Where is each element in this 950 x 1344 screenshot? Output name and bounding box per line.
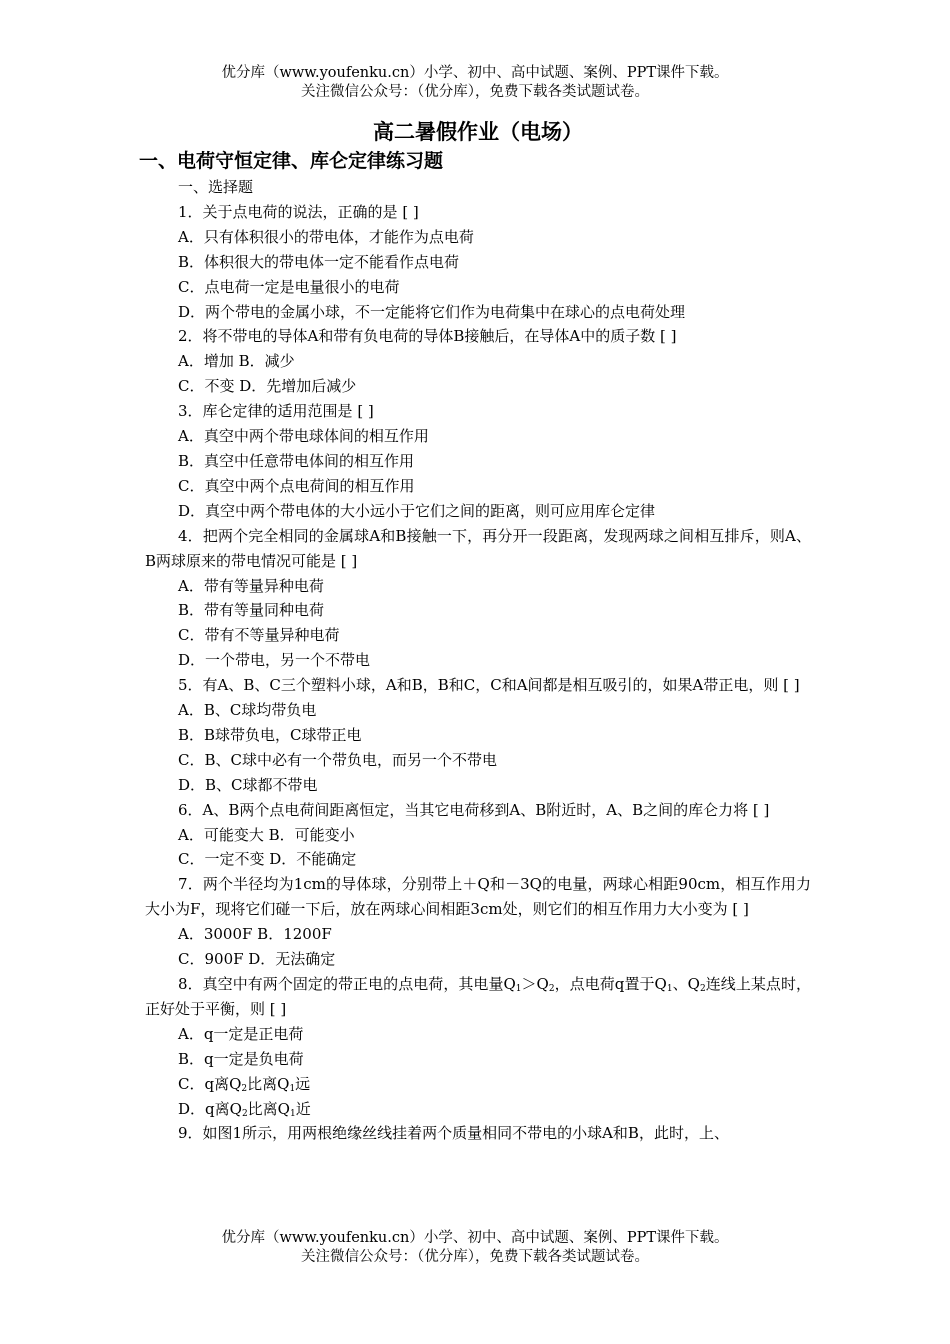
question-4-option-c: C．带有不等量异种电荷 — [178, 626, 340, 645]
question-6-options-cd: C．一定不变 D．不能确定 — [178, 850, 357, 869]
subscript-1: 1 — [666, 984, 673, 994]
question-9-stem: 9．如图1所示，用两根绝缘丝线挂着两个质量相同不带电的小球A和B，此时，上、 — [178, 1124, 729, 1143]
question-3-stem: 3．库仑定律的适用范围是 [ ] — [178, 402, 374, 421]
footer-line-2: 关注微信公众号：（优分库），免费下载各类试题试卷。 — [301, 1249, 649, 1265]
question-3-option-d: D．真空中两个带电体的大小远小于它们之间的距离，则可应用库仑定律 — [178, 501, 656, 520]
question-4-stem: 4．把两个完全相同的金属球A和B接触一下，再分开一段距离，发现两球之间相互排斥，则A、B两球原来的带电情况可能是 [ ] — [145, 526, 811, 570]
question-4-option-b: B．带有等量同种电荷 — [178, 601, 325, 620]
question-7-options-cd: C．900F D．无法确定 — [178, 950, 336, 969]
question-5-stem: 5．有A、B、C三个塑料小球，A和B，B和C，C和A间都是相互吸引的，如果A带正电，则 [ ] — [178, 676, 800, 695]
question-1-option-c: C．点电荷一定是电量很小的电荷 — [178, 277, 400, 296]
question-3-option-a: A．真空中两个带电球体间的相互作用 — [178, 427, 429, 446]
question-2-options-ab: A．增加 B．减少 — [178, 352, 295, 371]
question-2-options-cd: C．不变 D．先增加后减少 — [178, 377, 357, 396]
q8-stem-part: 、Q — [672, 975, 700, 993]
question-7-stem: 7．两个半径均为1cm的导体球，分别带上＋Q和－3Q的电量，两球心相距90cm，相互作用力大小为F，现将它们碰一下后，放在两球心间相距3cm处，则它们的相互作用力大小变为 [ ] — [145, 875, 811, 919]
q8d-part: 近 — [295, 1099, 311, 1118]
question-5-option-a: A．B、C球均带负电 — [178, 701, 317, 720]
question-8-option-a: A．q一定是正电荷 — [178, 1024, 304, 1043]
question-4-option-d: D．一个带电，另一个不带电 — [178, 651, 371, 670]
q8d-part: D．q离Q — [178, 1099, 242, 1118]
q8c-part: 比离Q — [247, 1074, 290, 1093]
question-3-option-c: C．真空中两个点电荷间的相互作用 — [178, 476, 415, 495]
question-4-option-a: A．带有等量异种电荷 — [178, 576, 324, 595]
q8-stem-part: ，点电荷q置于Q — [554, 975, 667, 993]
q8-stem-part: 连线上某点时，正好处于平衡，则 [ ] — [145, 975, 811, 1018]
question-8-option-d — [145, 1097, 811, 1122]
page-footer — [0, 1229, 950, 1267]
question-1-option-b: B．体积很大的带电体一定不能看作点电荷 — [178, 252, 460, 271]
header-line-2: 关注微信公众号：（优分库），免费下载各类试题试卷。 — [301, 84, 649, 100]
q8c-part: C．q离Q — [178, 1074, 242, 1093]
page-header — [0, 64, 950, 102]
question-5-option-c: C．B、C球中必有一个带负电，而另一个不带电 — [178, 750, 497, 769]
question-1-option-a: A．只有体积很小的带电体，才能作为点电荷 — [178, 227, 474, 246]
question-6-stem: 6．A、B两个点电荷间距离恒定，当其它电荷移到A、B附近时，A、B之间的库仑力将 [ ] — [178, 800, 770, 819]
question-1-stem: 1．关于点电荷的说法，正确的是 [ ] — [178, 202, 419, 221]
subscript-1: 1 — [515, 984, 522, 994]
subscript-1: 1 — [289, 1083, 296, 1094]
question-7-options-ab: A．3000F B．1200F — [178, 925, 332, 944]
document-title: 高二暑假作业（电场） — [373, 119, 583, 144]
footer-line-1: 优分库（www.youfenku.cn）小学、初中、高中试题、案例、PPT课件下载。 — [221, 1230, 729, 1246]
question-5-option-b: B．B球带负电，C球带正电 — [178, 725, 362, 744]
q8-stem-part: ＞Q — [521, 975, 549, 993]
question-8-option-c — [145, 1072, 811, 1097]
section-title: 一、电荷守恒定律、库仑定律练习题 — [139, 150, 444, 172]
q8d-part: 比离Q — [247, 1099, 290, 1118]
subscript-2: 2 — [241, 1108, 248, 1119]
subscript-2: 2 — [241, 1083, 248, 1094]
subscript-2: 2 — [548, 984, 555, 994]
q8-stem-part: 8．真空中有两个固定的带正电的点电荷，其电量Q — [178, 975, 516, 993]
q8c-part: 远 — [295, 1074, 311, 1093]
subscript-2: 2 — [699, 984, 706, 994]
question-5-option-d: D．B、C球都不带电 — [178, 775, 318, 794]
question-8-stem — [145, 972, 811, 1022]
document-body — [139, 117, 811, 1146]
question-6-options-ab: A．可能变大 B．可能变小 — [178, 825, 355, 844]
question-3-option-b: B．真空中任意带电体间的相互作用 — [178, 451, 415, 470]
subscript-1: 1 — [289, 1108, 296, 1119]
header-line-1: 优分库（www.youfenku.cn）小学、初中、高中试题、案例、PPT课件下载。 — [221, 65, 729, 81]
question-8-option-b: B．q一定是负电荷 — [178, 1049, 304, 1068]
question-2-stem: 2．将不带电的导体A和带有负电荷的导体B接触后，在导体A中的质子数 [ ] — [178, 327, 677, 346]
subsection-heading: 一、选择题 — [178, 178, 254, 196]
question-1-option-d: D．两个带电的金属小球，不一定能将它们作为电荷集中在球心的点电荷处理 — [178, 302, 686, 321]
